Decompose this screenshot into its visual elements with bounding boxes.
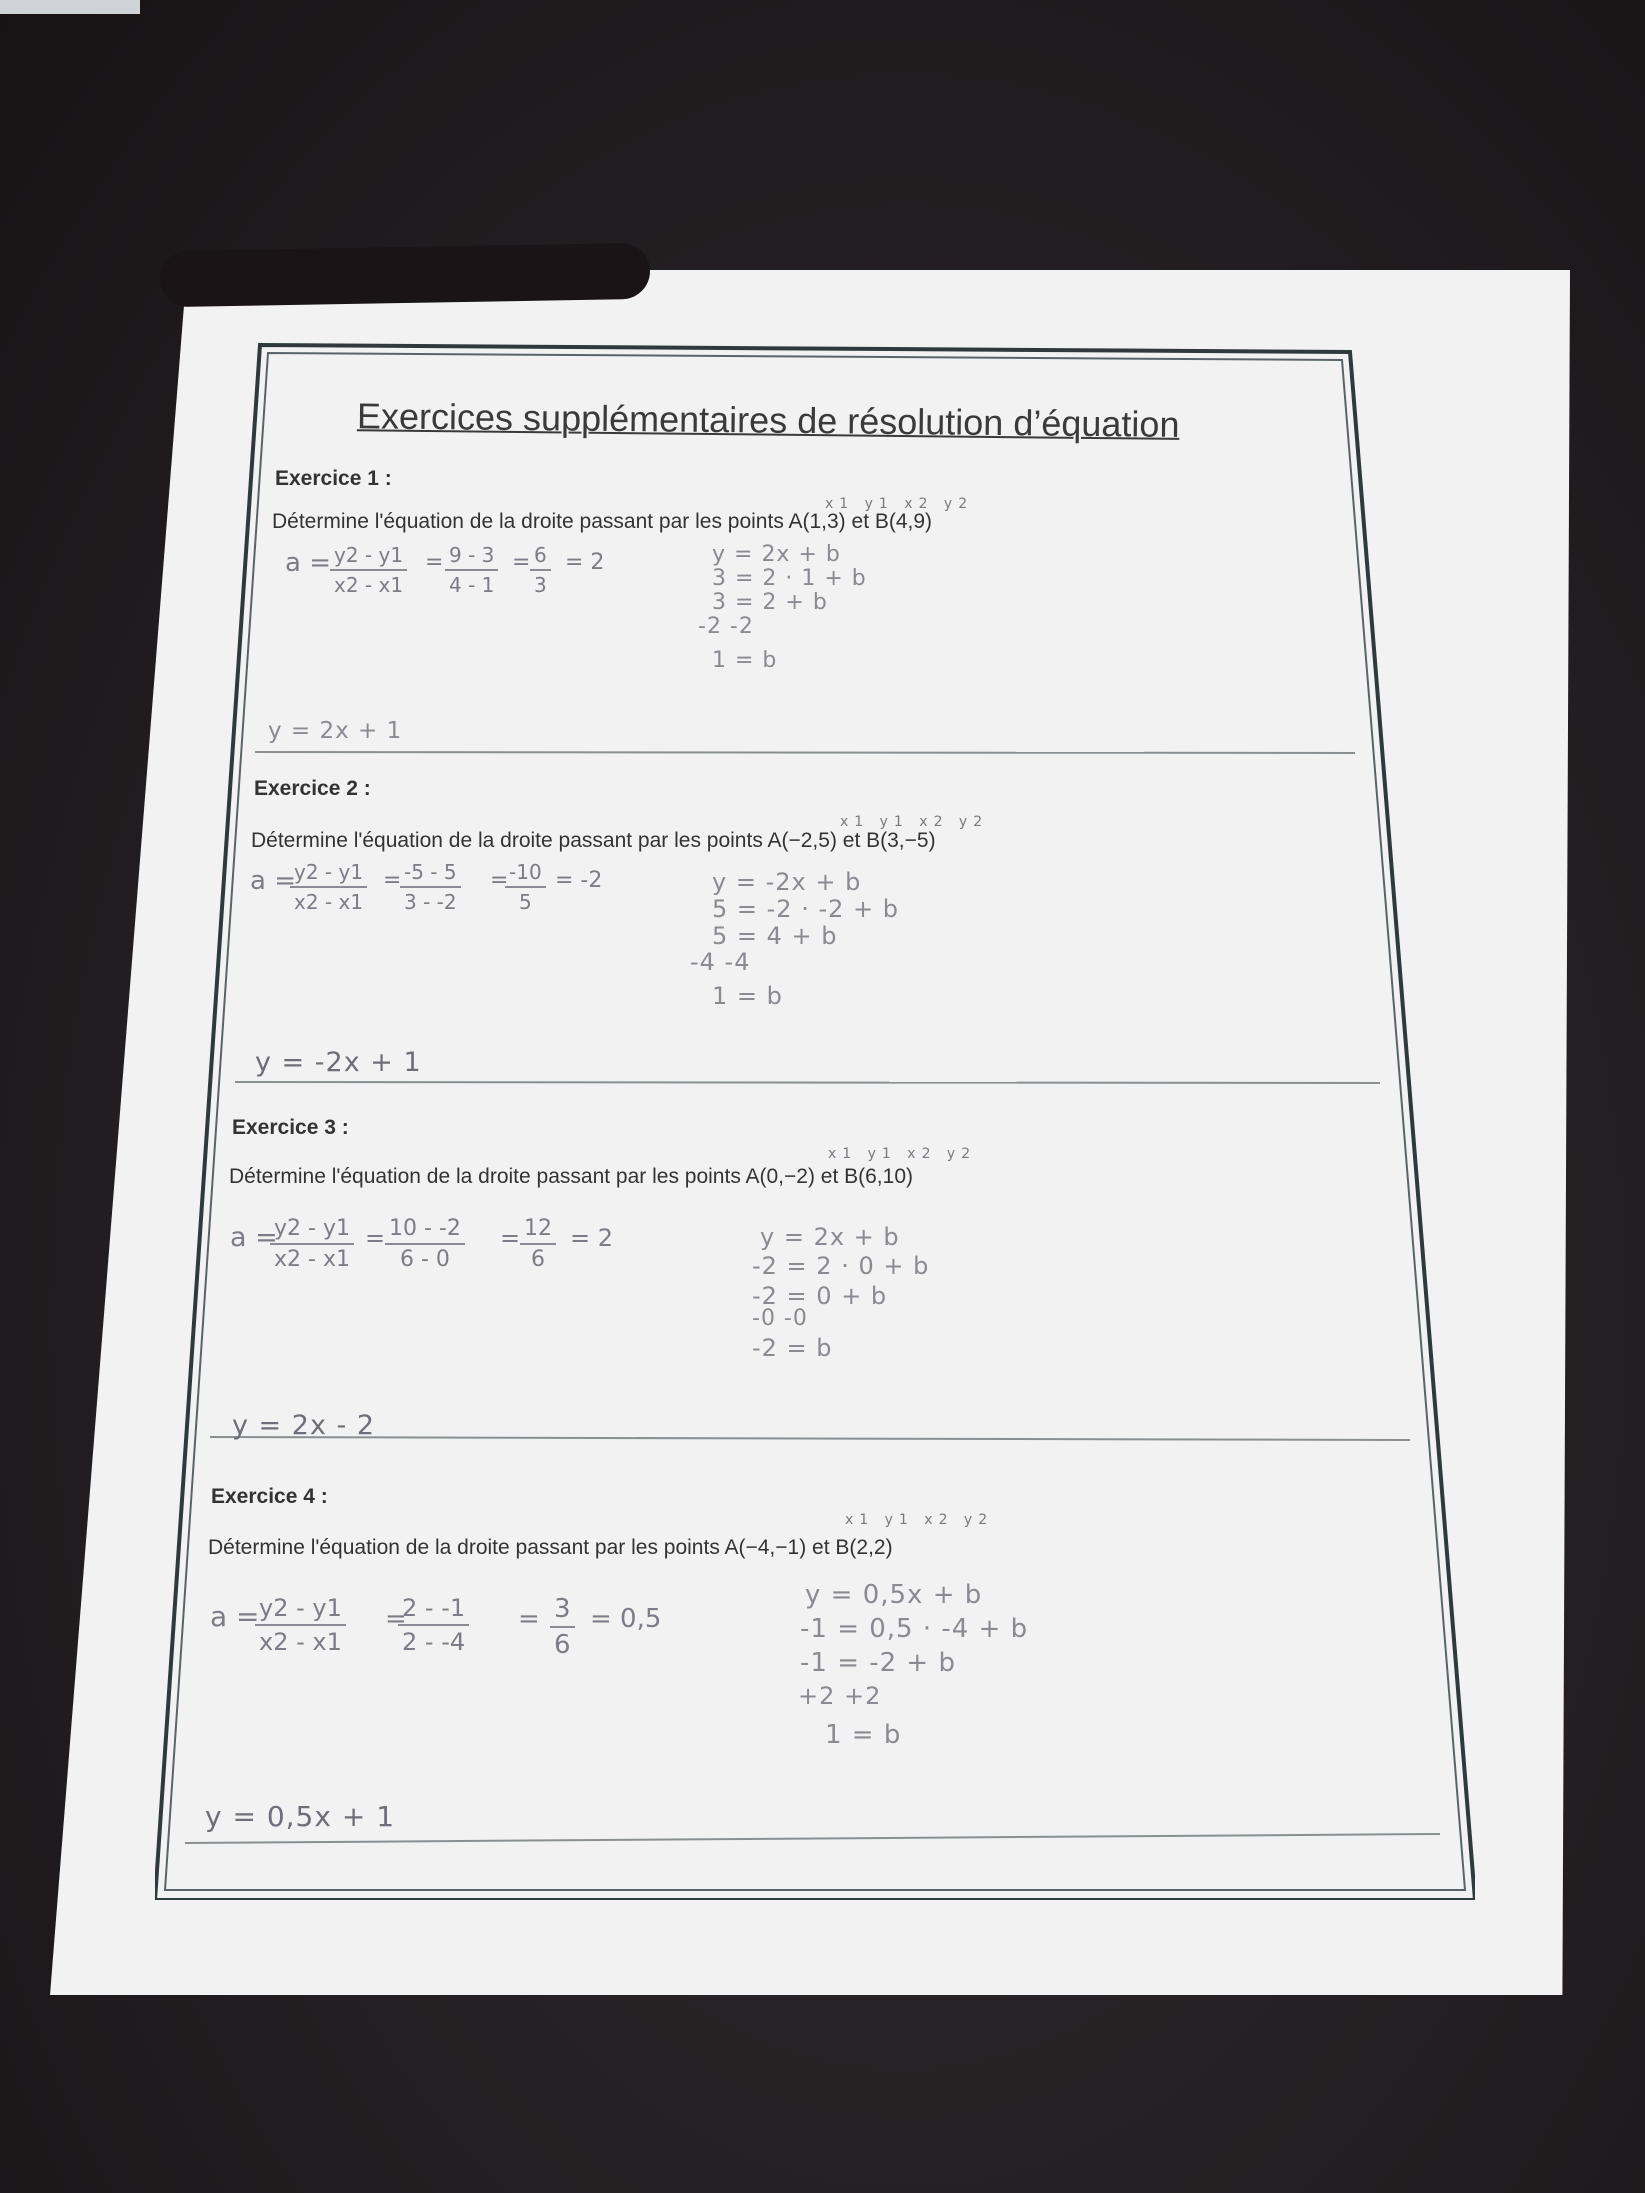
divider-1	[255, 752, 1355, 753]
exercise-1-statement: Détermine l'équation de la droite passant par les points A(1,3) et B(4,9)	[272, 510, 933, 533]
exercise-2-equals-2: =	[490, 868, 509, 893]
exercise-3-work-3: -2 = 0 + b	[752, 1282, 888, 1310]
exercise-3-work-5: -2 = b	[752, 1334, 833, 1362]
exercise-2-work-4: -4 -4	[690, 948, 751, 976]
exercise-2-work-1: y = -2x + b	[712, 868, 862, 896]
exercise-4-answer: y = 0,5x + 1	[205, 1800, 396, 1833]
exercise-4-slope-result: = 0,5	[590, 1604, 662, 1634]
exercise-1-equals: =	[425, 550, 444, 575]
exercise-1-label: Exercice 1 :	[275, 467, 392, 490]
exercise-1-answer: y = 2x + 1	[268, 718, 403, 744]
divider-4	[185, 1834, 1440, 1843]
exercise-3-answer: y = 2x - 2	[232, 1410, 376, 1441]
page-title: Exercices supplémentaires de résolution d’équation	[356, 395, 1180, 445]
exercise-3-label: Exercice 3 :	[232, 1116, 349, 1139]
exercise-1-work-1: y = 2x + b	[712, 542, 841, 567]
exercise-2-point-labels: x1 y1 x2 y2	[840, 814, 989, 830]
exercise-4-slope-reduced: $\frac{3}{6}$	[550, 1594, 575, 1660]
exercise-4-slope-formula: $\frac{y2 - y1}{x2 - x1}$	[255, 1594, 346, 1656]
exercise-1-work-4: -2 -2	[698, 614, 754, 639]
background-object	[0, 0, 140, 14]
exercise-4-statement: Détermine l'équation de la droite passant par les points A(−4,−1) et B(2,2)	[208, 1536, 893, 1559]
exercise-2-slope-reduced: $\frac{-10}{5}$	[505, 860, 546, 914]
exercise-3-point-labels: x1 y1 x2 y2	[828, 1146, 977, 1162]
exercise-2-statement: Détermine l'équation de la droite passant par les points A(−2,5) et B(3,−5)	[251, 829, 936, 852]
exercise-3-work-2: -2 = 2 · 0 + b	[752, 1252, 930, 1280]
exercise-2-work-5: 1 = b	[712, 982, 783, 1010]
exercise-4-slope-prefix: a =	[210, 1600, 260, 1633]
exercise-3-equals: =	[365, 1224, 386, 1252]
exercise-2-slope-prefix: a =	[250, 866, 296, 896]
exercise-4-work-3: -1 = -2 + b	[800, 1648, 956, 1678]
exercise-2-slope-values: $\frac{-5 - 5}{3 - -2}$	[400, 860, 461, 914]
redaction-mark	[160, 243, 651, 308]
exercise-2-work-2: 5 = -2 · -2 + b	[712, 895, 899, 923]
exercise-1-slope-values: $\frac{9 - 3}{4 - 1}$	[445, 543, 498, 597]
exercise-3-slope-values: $\frac{10 - -2}{6 - 0}$	[385, 1216, 465, 1272]
exercise-4-slope-values: $\frac{2 - -1}{2 - -4}$	[398, 1594, 469, 1656]
exercise-3-slope-formula: $\frac{y2 - y1}{x2 - x1}$	[270, 1216, 354, 1272]
exercise-4-point-labels: x1 y1 x2 y2	[845, 1512, 994, 1528]
exercise-2-label: Exercice 2 :	[254, 777, 371, 800]
exercise-1-work-3: 3 = 2 + b	[712, 590, 828, 615]
exercise-2-slope-formula: $\frac{y2 - y1}{x2 - x1}$	[290, 860, 367, 914]
exercise-1-work-2: 3 = 2 · 1 + b	[712, 566, 867, 591]
exercise-2-answer: y = -2x + 1	[255, 1047, 422, 1078]
exercise-3-slope-prefix: a =	[230, 1222, 278, 1253]
exercise-3-slope-result: = 2	[570, 1224, 614, 1252]
exercise-4-label: Exercice 4 :	[211, 1485, 328, 1508]
exercise-4-work-2: -1 = 0,5 · -4 + b	[800, 1614, 1029, 1644]
exercise-4-work-1: y = 0,5x + b	[805, 1580, 983, 1610]
exercise-1-slope-formula: $\frac{y2 - y1}{x2 - x1}$	[330, 543, 407, 597]
exercise-1-work-5: 1 = b	[712, 648, 778, 673]
exercise-2-slope-result: = -2	[555, 868, 603, 893]
exercise-3-work-1: y = 2x + b	[760, 1223, 900, 1251]
exercise-4-equals-2: =	[518, 1604, 540, 1634]
exercise-2-work-3: 5 = 4 + b	[712, 922, 838, 950]
exercise-4-equals: =	[385, 1604, 407, 1634]
divider-3	[210, 1437, 1410, 1440]
exercise-1-slope-prefix: a =	[285, 548, 331, 578]
exercise-3-slope-reduced: $\frac{12}{6}$	[520, 1216, 556, 1272]
exercise-2-equals: =	[383, 868, 402, 893]
exercise-3-equals-2: =	[500, 1224, 521, 1252]
divider-2	[235, 1082, 1380, 1083]
exercise-4-work-4: +2 +2	[798, 1682, 882, 1710]
exercise-1-slope-result: = 2	[565, 550, 605, 575]
exercise-3-statement: Détermine l'équation de la droite passant par les points A(0,−2) et B(6,10)	[229, 1165, 913, 1188]
exercise-1-slope-reduced: $\frac{6}{3}$	[530, 543, 551, 597]
exercise-1-point-labels: x1 y1 x2 y2	[825, 496, 974, 512]
exercise-3-work-4: -0 -0	[752, 1306, 808, 1331]
exercise-4-work-5: 1 = b	[825, 1720, 902, 1750]
exercise-1-equals-2: =	[512, 550, 531, 575]
